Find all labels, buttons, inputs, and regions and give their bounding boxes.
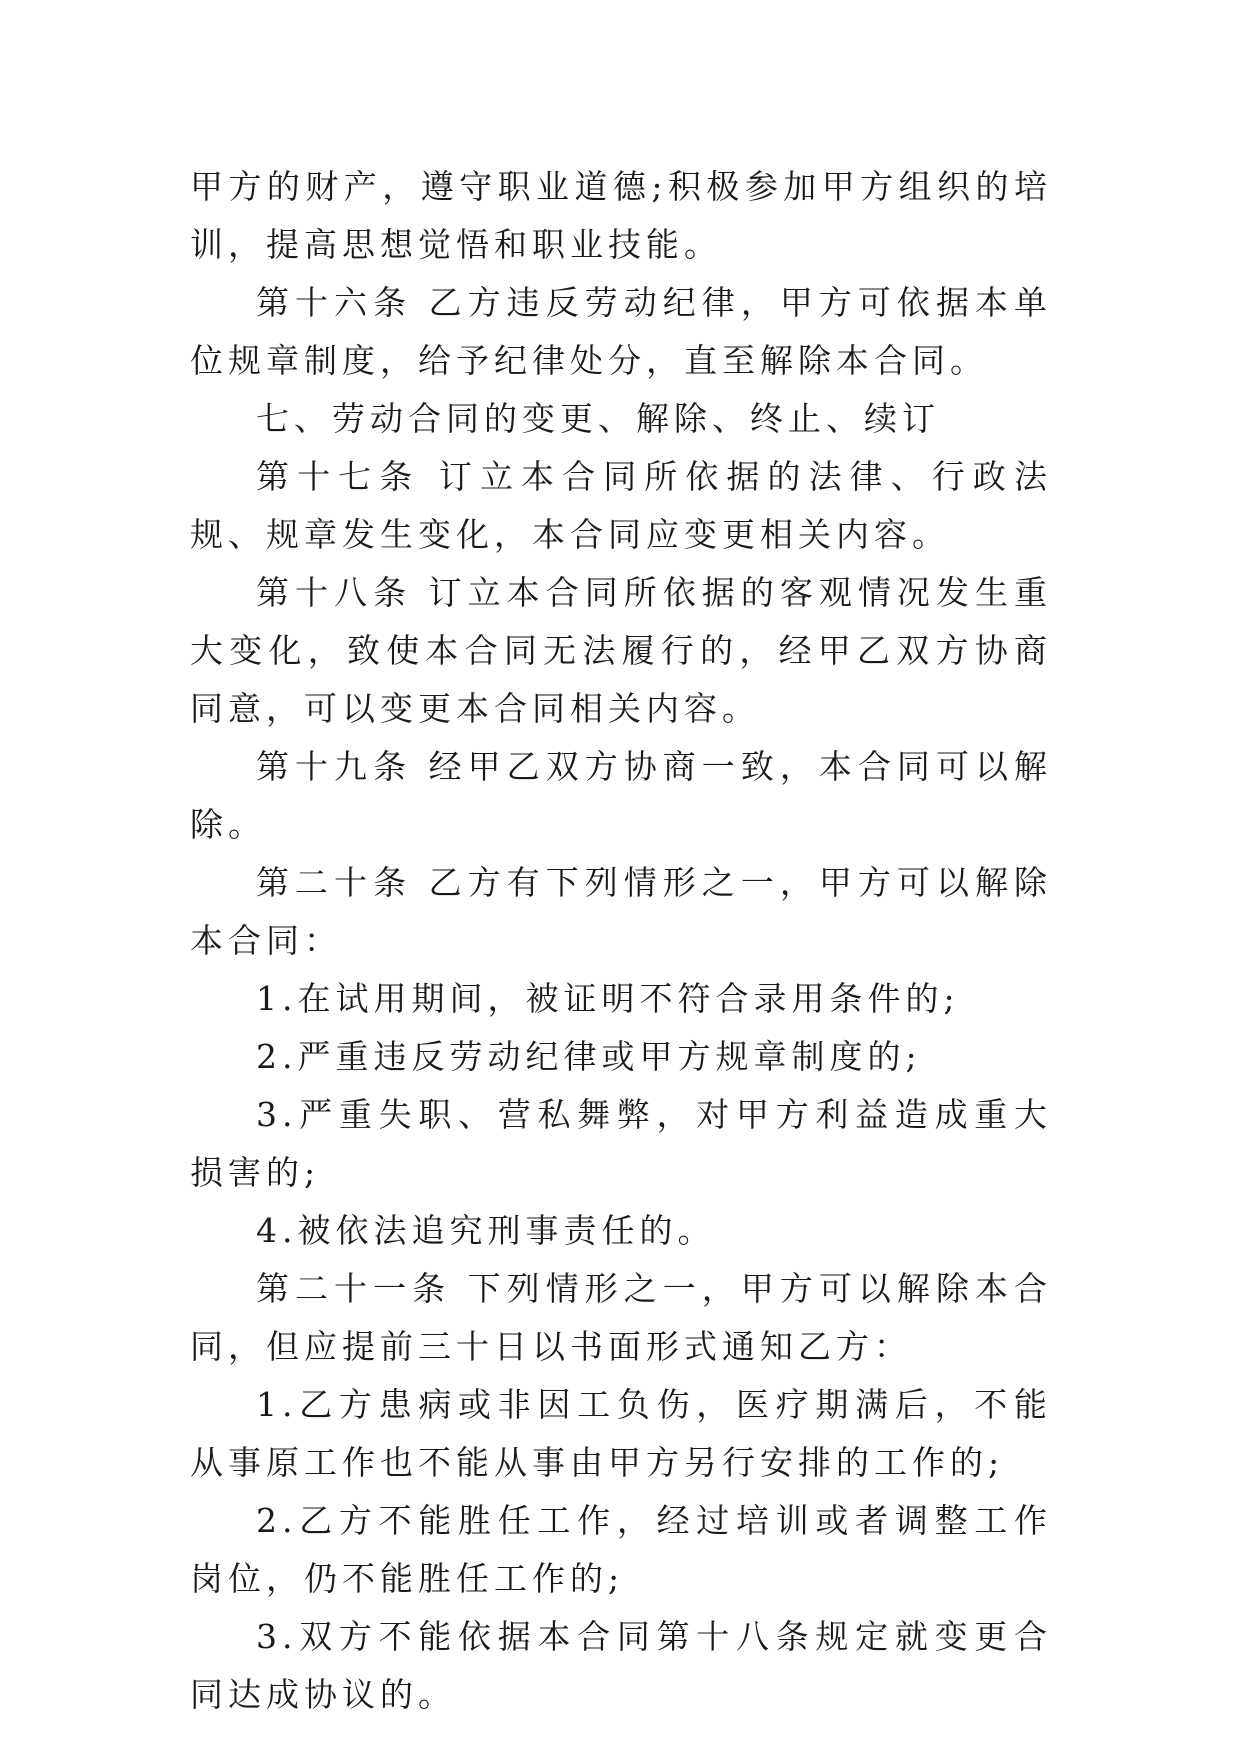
list-item-20-2: 2.严重违反劳动纪律或甲方规章制度的;: [256, 1037, 922, 1076]
list-item-21-2: 2.乙方不能胜任工作，经过培训或者调整工作岗位，仍不能胜任工作的;: [190, 1501, 1052, 1598]
paragraph-article-16: 第十六条 乙方违反劳动纪律，甲方可依据本单位规章制度，给予纪律处分，直至解除本合同。: [190, 283, 1052, 380]
paragraph-article-18: 第十八条 订立本合同所依据的客观情况发生重大变化，致使本合同无法履行的，经甲乙双方协商同意，可以变更本合同相关内容。: [190, 573, 1052, 728]
list-item-20-1: 1.在试用期间，被证明不符合录用条件的;: [256, 979, 960, 1018]
paragraph-article-17: 第十七条 订立本合同所依据的法律、行政法规、规章发生变化，本合同应变更相关内容。: [190, 457, 1052, 554]
list-item-20-4: 4.被依法追究刑事责任的。: [256, 1211, 716, 1250]
paragraph-article-21: 第二十一条 下列情形之一，甲方可以解除本合同，但应提前三十日以书面形式通知乙方：: [190, 1269, 1052, 1366]
paragraph-article-19: 第十九条 经甲乙双方协商一致，本合同可以解除。: [190, 747, 1052, 844]
paragraph-article-20: 第二十条 乙方有下列情形之一，甲方可以解除本合同：: [190, 863, 1052, 960]
list-item-21-3: 3.双方不能依据本合同第十八条规定就变更合同达成协议的。: [190, 1617, 1052, 1714]
paragraph-continuation: 甲方的财产，遵守职业道德;积极参加甲方组织的培训，提高思想觉悟和职业技能。: [190, 167, 1052, 264]
list-item-20-3: 3.严重失职、营私舞弊，对甲方利益造成重大损害的;: [190, 1095, 1052, 1192]
section-heading-7: 七、劳动合同的变更、解除、终止、续订: [256, 399, 940, 438]
document-body: [190, 158, 1052, 1724]
list-item-21-1: 1.乙方患病或非因工负伤，医疗期满后，不能从事原工作也不能从事由甲方另行安排的工作的;: [190, 1385, 1052, 1482]
